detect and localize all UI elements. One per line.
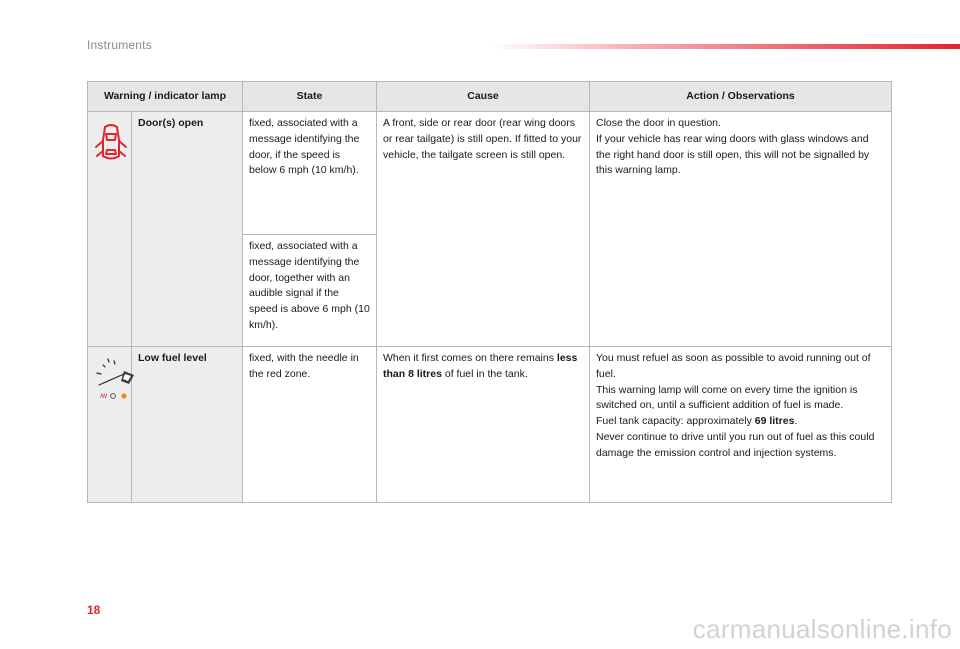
svg-text:ꟿ: ꟿ <box>100 393 108 400</box>
cause-text-pre: When it first comes on there remains <box>383 352 557 364</box>
lamp-name-cell <box>132 347 243 503</box>
action-text <box>596 414 885 430</box>
action-text: You must refuel as soon as possible to avoid running out of fuel. <box>596 352 871 380</box>
fuel-gauge-icon <box>94 357 134 407</box>
door-open-car-icon <box>94 122 128 166</box>
column-header-lamp: Warning / indicator lamp <box>88 82 243 112</box>
cause-text-post: of fuel in the tank. <box>441 367 528 380</box>
lamp-name: Low fuel level <box>138 352 207 364</box>
section-title: Instruments <box>87 38 152 52</box>
header-accent-bar <box>490 44 960 49</box>
table-row <box>88 112 892 235</box>
page-number: 18 <box>87 603 101 617</box>
action-text: Never continue to drive until you run out of fuel as this could damage the emission control and injection systems. <box>596 430 875 459</box>
action-text: Close the door in question. <box>596 117 721 129</box>
state-cell <box>243 347 377 503</box>
cause-cell <box>377 112 590 347</box>
column-header-state: State <box>243 82 377 112</box>
cause-text <box>383 351 583 383</box>
state-text: fixed, associated with a message identifying the door, together with an audible signal if the speed is above 6 mph (10 km/h). <box>249 240 370 331</box>
state-cell <box>243 235 377 347</box>
column-header-action: Action / Observations <box>590 82 892 112</box>
state-cell <box>243 112 377 235</box>
cause-text: A front, side or rear door (rear wing doors or rear tailgate) is still open. If fitted to your vehicle, the tailgate screen is still open. <box>383 117 582 161</box>
state-text: fixed, with the needle in the red zone. <box>249 352 359 380</box>
table-header-row <box>88 82 892 112</box>
column-header-cause: Cause <box>377 82 590 112</box>
cause-text-bold: less than 8 litres <box>383 352 578 380</box>
table-row <box>88 347 892 503</box>
action-text-pre: Fuel tank capacity: approximately <box>596 415 755 428</box>
action-cell <box>590 112 892 347</box>
lamp-icon-cell <box>88 112 132 347</box>
action-text: If your vehicle has rear wing doors with glass windows and the right hand door is still open, this will not be signalled by this warning lamp. <box>596 132 870 177</box>
action-text-bold: 69 litres <box>754 415 795 428</box>
action-text-post: . <box>794 415 798 428</box>
action-cell <box>590 347 892 503</box>
lamp-name: Door(s) open <box>138 117 204 129</box>
warning-lamps-table <box>87 81 892 503</box>
cause-cell <box>377 347 590 503</box>
state-text: fixed, associated with a message identifying the door, if the speed is below 6 mph (10 km/h). <box>249 117 360 177</box>
watermark: carmanualsonline.info <box>692 614 952 644</box>
action-text: This warning lamp will come on every time the ignition is switched on, until a sufficient addition of fuel is made. <box>596 383 858 412</box>
lamp-name-cell <box>132 112 243 347</box>
lamp-icon-cell <box>88 347 132 503</box>
